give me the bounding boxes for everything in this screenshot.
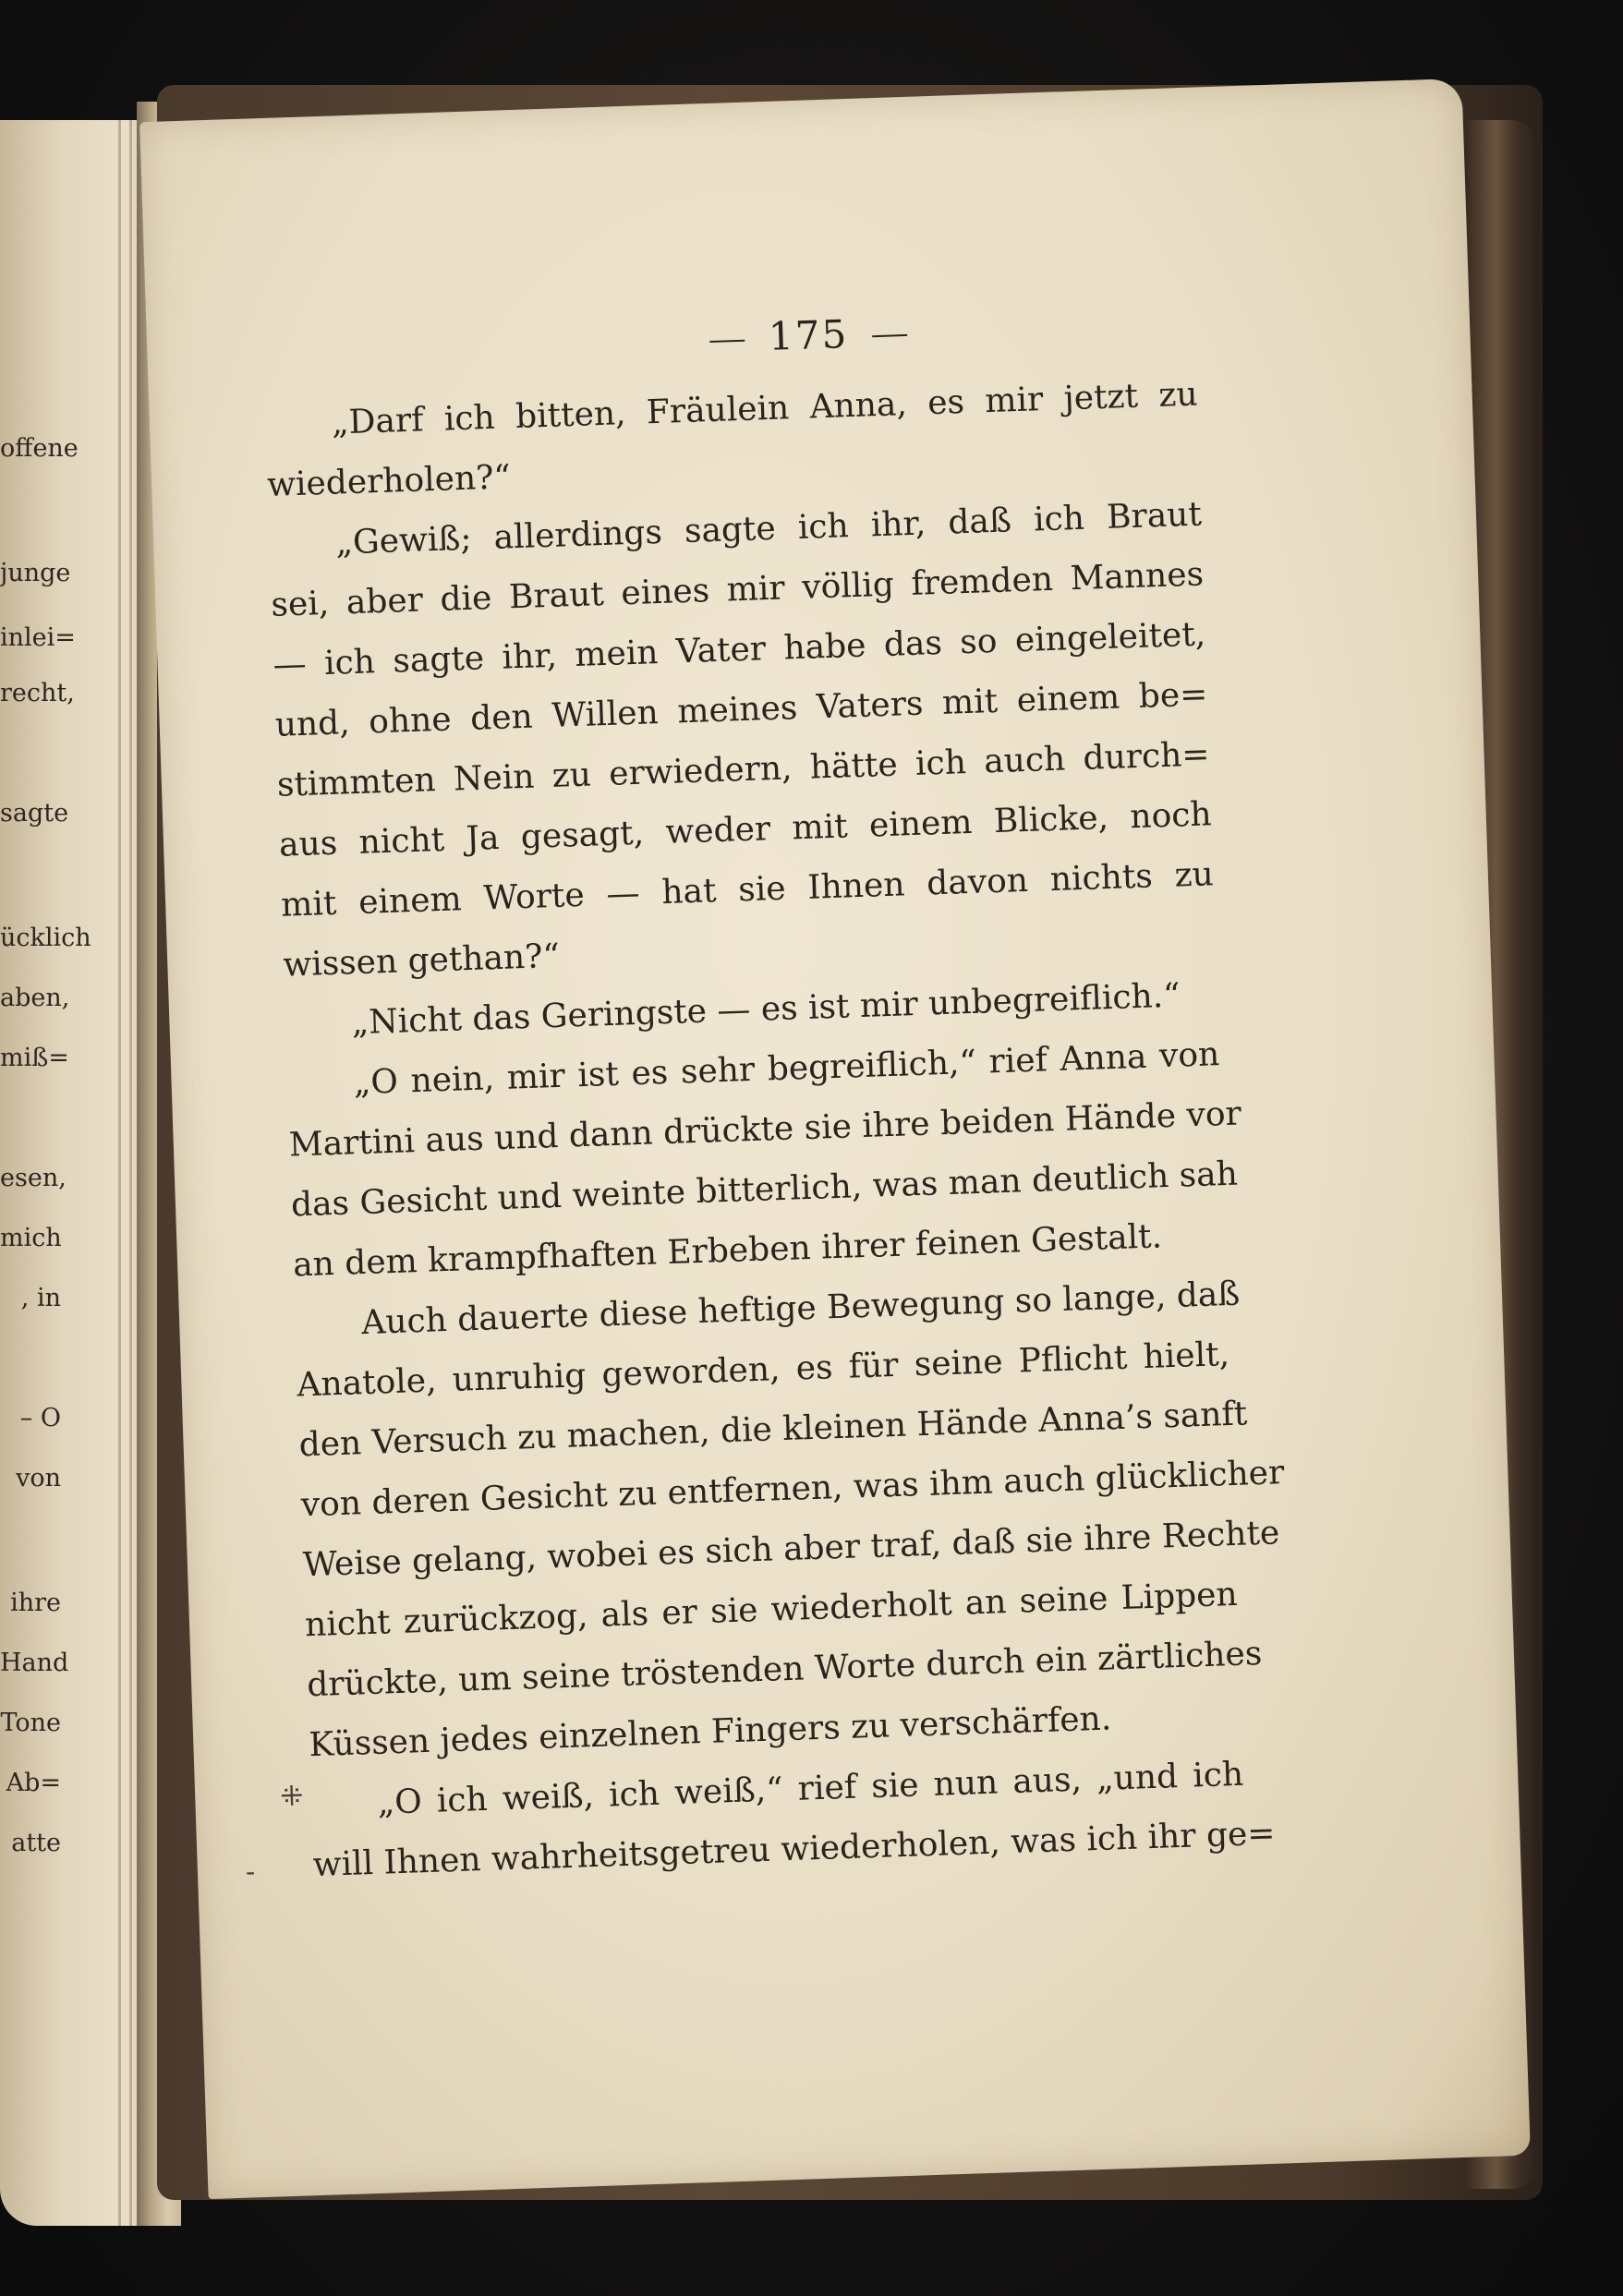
text-line: aus nicht Ja gesagt, weder mit einem Blicke, noch (278, 795, 1213, 864)
left-page-fragment: mich (0, 1224, 62, 1252)
text-line: wissen gethan?“ (282, 937, 561, 985)
text-line: von deren Gesicht zu entfernen, was ihm auch glücklicher (300, 1454, 1285, 1525)
text-line: drückte, um seine tröstenden Worte durch ein zärtliches (306, 1634, 1263, 1705)
text-line: Küssen jedes einzelnen Fingers zu verschärfen. (308, 1699, 1112, 1765)
left-page-fragment: – O (19, 1404, 61, 1432)
text-line: Martini aus und dann drückte sie ihre beiden Hände vor (288, 1094, 1242, 1165)
page-number (147, 291, 1471, 380)
page-number-dash (872, 334, 907, 337)
text-line: Weise gelang, wobei es sich aber traf, daß sie ihre Rechte (302, 1514, 1280, 1585)
left-page-fragment: Hand (0, 1649, 69, 1677)
left-page-fragment: inlei= (0, 623, 76, 652)
text-line: „Darf ich bitten, Fräulein Anna, es mir jetzt zu (331, 375, 1199, 442)
text-line: „Nicht das Geringste — es ist mir unbegreiflich.“ (350, 976, 1181, 1043)
page-number-value: 175 (768, 311, 850, 359)
page-edge-line (118, 120, 121, 2226)
text-line: mit einem Worte — hat sie Ihnen davon nichts zu (280, 855, 1215, 924)
text-line: stimmten Nein zu erwiedern, hätte ich auch durch= (276, 735, 1211, 804)
text-line: „Gewiß; allerdings sagte ich ihr, daß ich Braut (334, 495, 1203, 562)
left-page-fragment: recht, (0, 679, 75, 707)
margin-tick: - (245, 1855, 256, 1889)
text-line: an dem krampfhaften Erbeben ihrer feinen Gestalt. (292, 1217, 1163, 1285)
left-page-fragment: ücklich (0, 924, 91, 952)
left-page-fragment: von (16, 1464, 61, 1492)
text-line: Anatole, unruhig geworden, es für seine Pflicht hielt, (296, 1335, 1230, 1405)
page-edge-line (129, 120, 132, 2226)
left-page-fragment: junge (0, 559, 71, 587)
left-page-fragment: sagte (0, 799, 69, 828)
text-line: wiederholen?“ (266, 458, 512, 504)
left-page-fragment: esen, (0, 1164, 67, 1192)
body-text (264, 365, 1285, 1896)
margin-mark: ⁜ (279, 1780, 305, 1814)
left-page-fragment: , in (20, 1284, 61, 1312)
text-line: will Ihnen wahrheitsgetreu wiederholen, was ich ihr ge= (312, 1814, 1277, 1885)
text-line: den Versuch zu machen, die kleinen Hände Anna’s sanft (298, 1395, 1248, 1465)
text-line: Auch dauerte diese heftige Bewegung so lange, daß (360, 1275, 1241, 1343)
text-line: nicht zurückzog, als er sie wiederholt an seine Lippen (304, 1575, 1239, 1645)
left-page-fragment: Ab= (6, 1769, 61, 1797)
left-page-fragment: ihre (10, 1589, 61, 1617)
text-line: „O nein, mir ist es sehr begreiflich,“ rief Anna von (353, 1035, 1220, 1103)
text-line: — ich sagte ihr, mein Vater habe das so eingeleitet, (272, 615, 1206, 684)
page-number-dash (709, 340, 745, 343)
current-page (139, 79, 1531, 2199)
left-page-fragment: offene (0, 434, 79, 463)
left-page-fragment: aben, (0, 984, 70, 1012)
text-line: sei, aber die Braut eines mir völlig fremden Mannes (270, 555, 1205, 624)
text-line: das Gesicht und weinte bitterlich, was man deutlich sah (290, 1154, 1239, 1225)
left-page-fragment: Tone (0, 1709, 61, 1737)
text-line: und, ohne den Willen meines Vaters mit einem be= (274, 675, 1208, 744)
left-page-fragment: atte (11, 1829, 61, 1857)
previous-page (0, 120, 157, 2226)
text-line: „O ich weiß, ich weiß,“ rief sie nun aus, „und ich (376, 1755, 1244, 1822)
left-page-fragment: miß= (0, 1044, 69, 1072)
